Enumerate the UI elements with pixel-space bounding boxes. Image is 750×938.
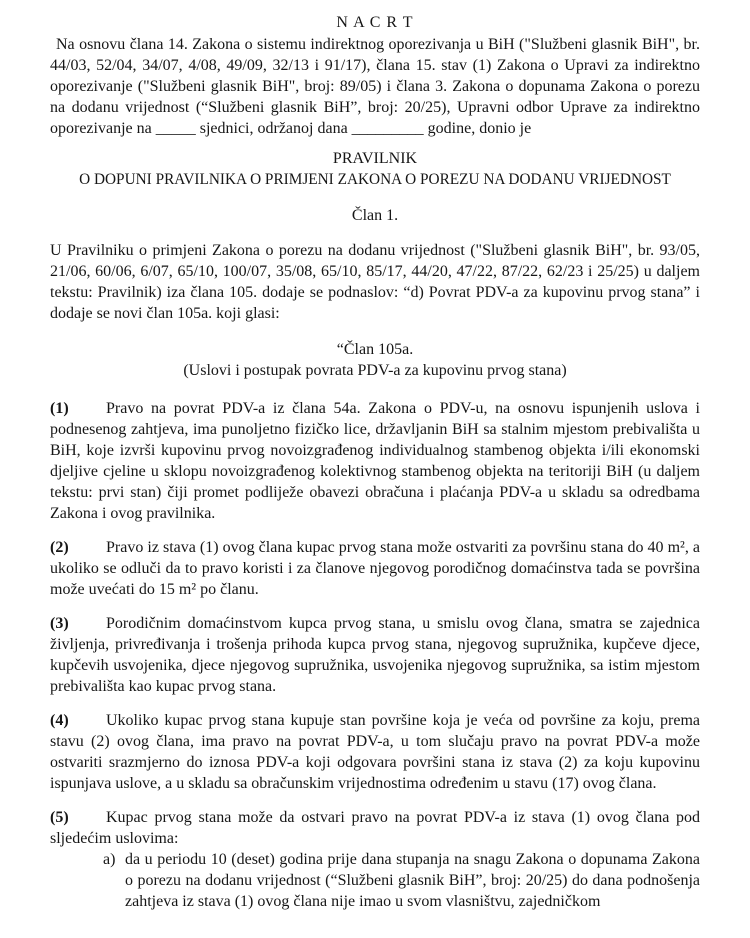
paragraph-4-text: Ukoliko kupac prvog stana kupuje stan površine koja je veća od površine za koju, prema stavu (2) ovog člana, ima pravo na povrat PDV-a, u tom slučaju pravo na povrat PDV-a može ostvariti srazmjerno do iznosa PDV-a koji odgovara površini stana iz stava (2) za koju kupovinu ispunjava uslove, a u skladu sa obračunskim vrijednostima određenim u stavu (17) ovog člana. <box>50 712 700 792</box>
paragraph-3 <box>50 613 700 697</box>
draft-label: N A C R T <box>336 14 414 31</box>
paragraph-2-text: Pravo iz stava (1) ovog člana kupac prvog stana može ostvariti za površinu stana do 40 m², a ukoliko se odluči da to pravo koristi i za članove njegovog porodičnog domaćinstva tada se površina može uvećati do 15 m² po članu. <box>50 539 700 598</box>
paragraph-3-text: Porodičnim domaćinstvom kupca prvog stana, u smislu ovog člana, smatra se zajednica življenja, privređivanja i trošenja prihoda kupca prvog stana, njegovog supružnika, kupčeve djece, kupčevih usvojenika, djece njegovog supružnika, usvojenika njegovog supružnika, sa istim mjestom prebivališta kao kupac prvog stana. <box>50 615 700 695</box>
paragraph-1-text: Pravo na povrat PDV-a iz člana 54a. Zakona o PDV-u, na osnovu ispunjenih uslova i podnesenog zahtjeva, ima punoljetno fizičko lice, državljanin BiH sa stalnim mjestom prebivališta u BiH, koje izvrši kupovinu prvog novoizgrađenog individualnog stambenog objekta i/ili ekonomski djeljive cjeline u sklopu novoizgrađenog kolektivnog stambenog objekta na teritoriji BiH (u daljem tekstu: prvi stan) čiji promet podliježe obavezi obračuna i plaćanja PDV-a u skladu sa odredbama Zakona i ovog pravilnika. <box>50 400 700 522</box>
article-105a-subheading: (Uslovi i postupak povrata PDV-a za kupovinu prvog stana) <box>183 362 567 379</box>
paragraph-4-number: (4) <box>50 712 69 729</box>
paragraph-5-number: (5) <box>50 809 69 826</box>
paragraph-2-number: (2) <box>50 539 69 556</box>
list-item-a <box>103 849 700 912</box>
paragraph-1-number: (1) <box>50 400 69 417</box>
paragraph-5 <box>50 807 700 849</box>
article-105a-heading: “Član 105a. <box>336 341 414 358</box>
paragraph-3-number: (3) <box>50 615 69 632</box>
paragraph-1 <box>50 398 700 524</box>
article-1-text: U Pravilniku o primjeni Zakona o porezu na dodanu vrijednost ("Službeni glasnik BiH", br. 93/05, 21/06, 60/06, 6/07, 65/10, 100/07, 35/08, 65/10, 85/17, 44/20, 47/22, 87/22, 62/23 i 25/25) u daljem tekstu: Pravilnik) iza člana 105. dodaje se podnaslov: “d) Povrat PDV-a za kupovinu prvog stana” i dodaje se novi član 105a. koji glasi: <box>50 242 700 322</box>
paragraph-5-text: Kupac prvog stana može da ostvari pravo na povrat PDV-a iz stava (1) ovog člana pod sljedećim uslovima: <box>50 809 700 847</box>
list-item-a-text: da u periodu 10 (deset) godina prije dana stupanja na snagu Zakona o dopunama Zakona o porezu na dodanu vrijednost (“Službeni glasnik BiH”, broj: 20/25) do dana podnošenja zahtjeva iz stava (1) ovog člana nije imao u svom vlasništvu, zajedničkom <box>125 851 700 910</box>
paragraph-4 <box>50 710 700 794</box>
paragraph-2 <box>50 537 700 600</box>
list-item-a-marker: a) <box>103 851 116 868</box>
article-1-heading: Član 1. <box>351 207 399 224</box>
rulebook-subtitle: O DOPUNI PRAVILNIKA O PRIMJENI ZAKONA O POREZU NA DODANU VRIJEDNOST <box>79 171 671 188</box>
rulebook-title: PRAVILNIK <box>332 150 418 167</box>
preamble-paragraph: Na osnovu člana 14. Zakona o sistemu indirektnog oporezivanja u BiH ("Službeni glasnik BiH", br. 44/03, 52/04, 34/07, 4/08, 49/09, 32/13 i 91/17), člana 15. stav (1) Zakona o Upravi za indirektno oporezivanje ("Službeni glasnik BiH", broj: 89/05) i člana 3. Zakona o dopunama Zakona o porezu na dodanu vrijednost (“Službeni glasnik BiH”, broj: 20/25), Upravni odbor Uprave za indirektno oporezivanje na _____ sjednici, održanoj dana _________ godine, donio je <box>50 36 700 137</box>
